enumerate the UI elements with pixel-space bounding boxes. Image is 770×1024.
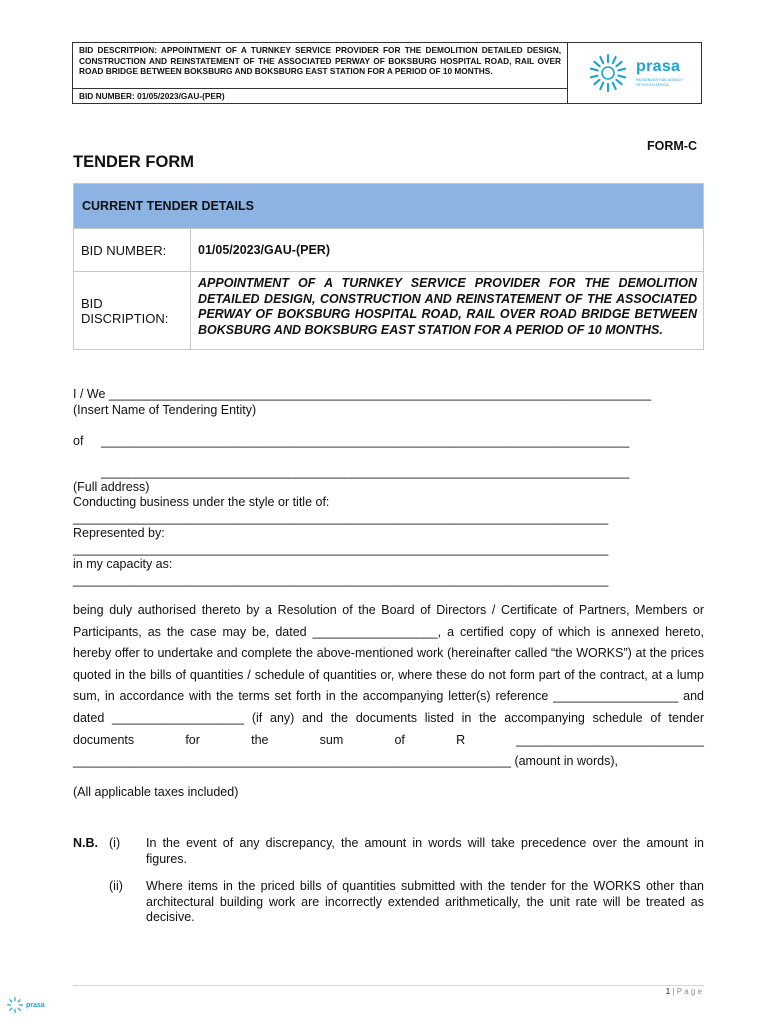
table-row [74, 229, 704, 272]
prasa-logo-icon [586, 51, 630, 95]
iwe-field[interactable]: I / We ______________________________________________________________________________ [73, 387, 652, 401]
page-number [666, 987, 702, 996]
offer-paragraph [73, 600, 704, 803]
table-header: CURRENT TENDER DETAILS [74, 184, 704, 229]
nb-item-number: (ii) [109, 879, 123, 893]
address-field-line2[interactable]: ____________________________________________________________________________ [101, 465, 630, 479]
logo-subtitle-2: OF SOUTH AFRICA [636, 82, 669, 87]
nb-item-text: In the event of any discrepancy, the amount in words will take precedence over the amount in figures. [146, 836, 704, 866]
nb-item-text: Where items in the priced bills of quantities submitted with the tender for the WORKS other than architectural building work are incorrectly extended arithmetically, the unit rate will be treated as decisive. [146, 879, 704, 924]
conducting-business-label: Conducting business under the style or title of: [73, 495, 330, 509]
represented-by-label: Represented by: [73, 526, 165, 540]
page-number-word: P a g e [676, 987, 702, 996]
bid-description-label-line2: DISCRIPTION: [81, 310, 169, 326]
page-number-separator: | [672, 987, 675, 996]
prasa-logo-icon [6, 996, 24, 1014]
bid-description-label-line1: BID [81, 295, 103, 311]
list-item [73, 836, 704, 867]
logo-wordmark: prasa [636, 57, 681, 75]
bid-number-value: 01/05/2023/GAU-(PER) [191, 229, 704, 272]
taxes-note: (All applicable taxes included) [73, 784, 239, 799]
conducting-business-field[interactable]: _____________________________________________________________________________ [73, 511, 609, 525]
address-field-line1[interactable]: ____________________________________________________________________________ [101, 434, 630, 448]
page-number-value: 1 [665, 987, 671, 996]
nb-item-number: (i) [109, 836, 121, 850]
of-label: of [73, 434, 84, 448]
nb-label: N.B. [73, 836, 98, 850]
capacity-label: in my capacity as: [73, 557, 173, 571]
table-row [74, 272, 704, 350]
header-bid-description: BID DESCRITPION: APPOINTMENT OF A TURNKEY SERVICE PROVIDER FOR THE DEMOLITION DETAILED DESIGN, CONSTRUCTION AND REINSTATEMENT OF THE ASSOCIATED PERWAY OF BOKSBURG HOSPITAL ROAD, RAIL OVER ROAD BRIDGE BETWEEN BOKSBURG AND BOKSBURG EAST STATION FOR A PERIOD OF 10 MONTHS. [73, 43, 567, 89]
represented-by-field[interactable]: _____________________________________________________________________________ [73, 542, 609, 556]
bid-description-value: APPOINTMENT OF A TURNKEY SERVICE PROVIDER FOR THE DEMOLITION DETAILED DESIGN, CONSTRUCTION AND REINSTATEMENT OF THE ASSOCIATED PERWAY OF BOKSBURG HOSPITAL ROAD, RAIL OVER ROAD BRIDGE BETWEEN BOKSBURG AND BOKSBURG EAST STATION FOR A PERIOD OF 10 MONTHS. [191, 272, 704, 350]
nb-list [73, 836, 704, 926]
insert-name-caption: (Insert Name of Tendering Entity) [73, 403, 257, 417]
tender-details-table [73, 183, 704, 350]
footer-divider [73, 985, 704, 986]
footer-logo [6, 996, 45, 1014]
document-header [72, 42, 702, 104]
prasa-logo [568, 43, 701, 103]
logo-subtitle-1: PASSENGER RAIL AGENCY [636, 77, 683, 82]
header-text-block [73, 43, 568, 103]
bid-description-label [74, 272, 191, 350]
header-bid-number: BID NUMBER: 01/05/2023/GAU-(PER) [79, 91, 225, 101]
list-item [73, 879, 704, 926]
form-label: FORM-C [647, 139, 697, 153]
table-header-row [74, 184, 704, 229]
page-title: TENDER FORM [73, 153, 194, 171]
offer-paragraph-text: being duly authorised thereto by a Resolution of the Board of Directors / Certificate of Partners, Members or Participants, as the case may be, dated __________________, a certified copy of which is annexed hereto, hereby offer to undertake and complete the above-mentioned work (hereinafter called “the WORKS”) at the prices quoted in the bills of quantities / schedule of quantities or, where these do not form part of the contract, at a lump sum, in accordance with the terms set forth in the accompanying letter(s) reference __________________ and dated ___________________ (if any) and the documents listed in the accompanying schedule of tender documents for the sum of R ___________________________ _______________________________________________________________ (amount in words), [73, 603, 704, 769]
footer-logo-wordmark: prasa [26, 1001, 45, 1009]
full-address-caption: (Full address) [73, 480, 150, 494]
bid-number-label: BID NUMBER: [74, 229, 191, 272]
capacity-field[interactable]: _____________________________________________________________________________ [73, 573, 609, 587]
